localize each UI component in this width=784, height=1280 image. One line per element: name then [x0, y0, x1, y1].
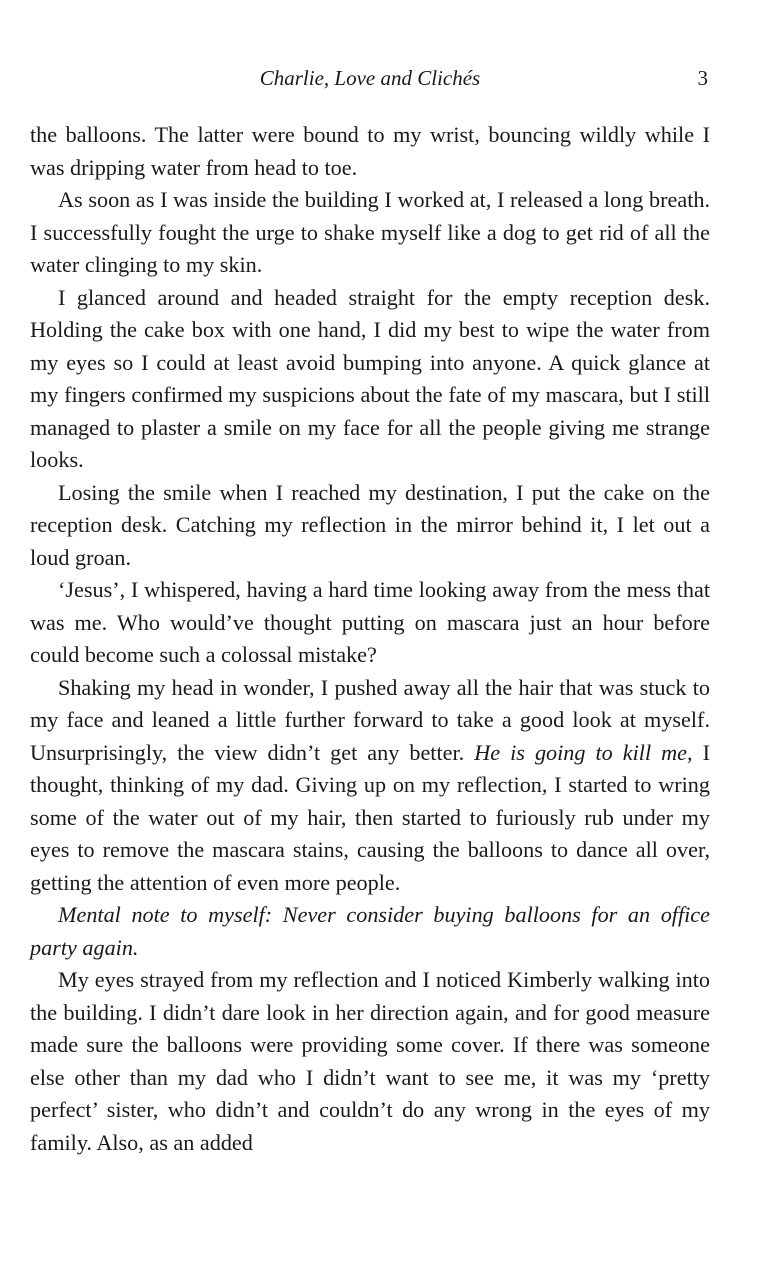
- running-title: Charlie, Love and Clichés: [259, 66, 481, 90]
- paragraph: [30, 672, 710, 900]
- paragraph: I glanced around and headed straight for the empty reception desk. Holding the cake box with one hand, I did my best to wipe the water from my eyes so I could at least avoid bumping into anyone. A quick glance at my fingers confirmed my suspicions about the fate of my mascara, but I still managed to plaster a smile on my face for all the people giving me strange looks.: [30, 284, 710, 472]
- book-page: [30, 58, 710, 1159]
- paragraph: ‘Jesus’, I whispered, having a hard time looking away from the mess that was me. Who would’ve thought putting on mascara just an hour before could become such a colossal mistake?: [30, 577, 710, 667]
- italic-thought: He is going to kill me,: [474, 739, 693, 765]
- page-number: 3: [697, 66, 708, 90]
- paragraph-italic-note: Mental note to myself: Never consider buying balloons for an office party again.: [30, 902, 710, 960]
- body-text: [30, 119, 710, 1159]
- paragraph: Losing the smile when I reached my destination, I put the cake on the reception desk. Catching my reflection in the mirror behind it, I let out a loud groan.: [30, 479, 710, 570]
- paragraph: As soon as I was inside the building I worked at, I released a long breath. I successfully fought the urge to shake myself like a dog to get rid of all the water clinging to my skin.: [30, 187, 710, 277]
- paragraph-text: Shaking my head in wonder, I pushed away all the hair that was stuck to my face and leaned a little further forward to take a good look at myself. Unsurprisingly, the view didn’t get any better.: [30, 674, 710, 765]
- paragraph-text: I thought, thinking of my dad. Giving up on my reflection, I started to wring some of the water out of my hair, then started to furiously rub under my eyes to remove the mascara stains, causing the balloons to dance all over, getting the attention of even more people.: [30, 739, 710, 895]
- running-header: [30, 58, 710, 94]
- paragraph: My eyes strayed from my reflection and I noticed Kimberly walking into the building. I didn’t dare look in her direction again, and for good measure made sure the balloons were providing some cover. If there was someone else other than my dad who I didn’t want to see me, it was my ‘pretty perfect’ sister, who didn’t and couldn’t do any wrong in the eyes of my family. Also, as an added: [30, 967, 710, 1155]
- paragraph: the balloons. The latter were bound to my wrist, bouncing wildly while I was dripping water from head to toe.: [30, 122, 710, 180]
